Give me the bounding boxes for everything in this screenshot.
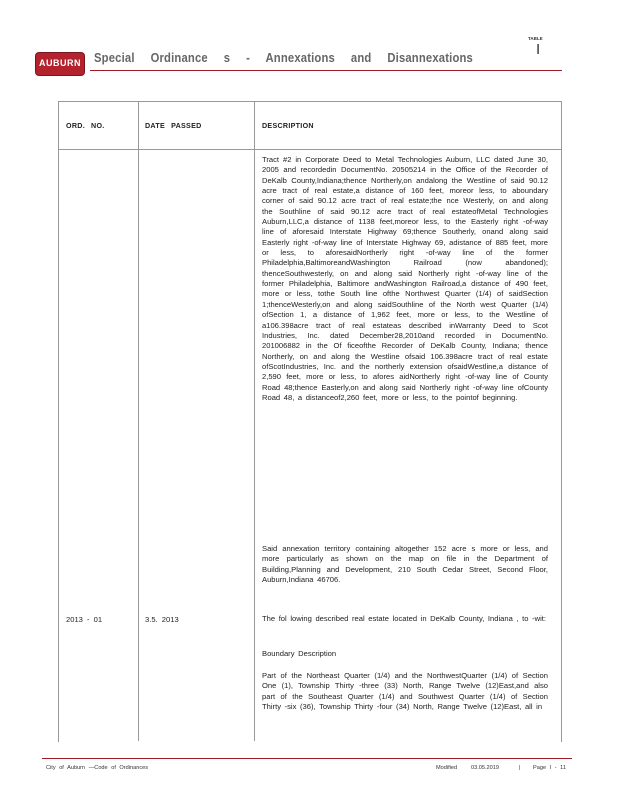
column-header-ord-no: ORD. NO. xyxy=(66,121,105,130)
row-2-paragraph-3: Part of the Northeast Quarter (1/4) and the NorthwestQuarter (1/4) of Section One (1), Township Thirty -three (33) North, Range Twelve (12)East,and also part of the Southeast Quarter (1/4) and Southwest Quarter (1/4) of Section Thirty -six (36), Township Thirty -four (34) North, Range Twelve (12)East, all in xyxy=(262,671,548,712)
logo-text: AUBURN xyxy=(39,58,81,68)
page-title: Special Ordinance s - Annexations and Disannexations xyxy=(94,51,473,65)
footer-modified-label: Modified xyxy=(436,765,458,771)
row-2-ord-no: 2013 - 01 xyxy=(66,615,103,624)
row-2-date-passed: 3.5. 2013 xyxy=(145,615,179,624)
table-label: TABLE xyxy=(528,36,543,41)
header-rule xyxy=(90,70,562,71)
row-2-paragraph-1: The fol lowing described real estate located in DeKalb County, Indiana , to -wit: xyxy=(262,614,547,623)
row-1-paragraph-1: Tract #2 in Corporate Deed to Metal Technologies Auburn, LLC dated June 30, 2005 and recordedin DocumentNo. 20505214 in the Office of the Recorder of DeKalb County,Indiana;thence Northerly,on andalong the Westline of said 90.12 acre tract of real estate,a distance of 160 feet, moreor less, to aboundary corner of said 90.12 acre tract of real estate;the nce Westerly, on and along the Southline of said 90.12 acre tract of real estateofMetal Technologies Auburn,LLC,a distance of 1138 feet,moreor less, to the Easterly right -of-way line of aforesaid Interstate Highway 69;thence Southerly, onand along said Easterly right -of-way line of Interstate Highway 69, adistance of 885 feet, more or less, to aforesaidNortherly right -of-way line of the former Philadelphia,BaltimoreandWashington Railroad (now abandoned); thenceSouthwesterly, on and along said Northerly right -of-way line of the former Philadelphia, Baltimore andWashington Railroad,a distance of 490 feet, more or less, tothe South line ofthe Northwest Quarter (1/4) of saidSection 1;thenceWesterly,on and along saidSouthline of the North west Quarter (1/4) ofSection 1, a distance of 1,962 feet, more or less, to the Westline of a106.398acre tract of real estateas described inWarranty Deed to Scot Industries, Inc. dated December28,2010and recorded in DocumentNo. 201006882 in the Of ficeofthe Recorder of DeKalb County, Indiana; thence Northerly, on and along the Westline ofsaid 106.398acre tract of real estate ofScotIndustries, Inc. and the northerly extension ofsaidWestline,a distance of 2,590 feet, more or less, to afores aidNortherly right -of-way line of County Road 48;thence Easterly,on and along said Northerly right -of-way line ofCounty Road 48, a distanceof2,260 feet, more or less, to the pointof beginning. xyxy=(262,155,548,402)
footer-separator: | xyxy=(519,765,521,771)
footer-left: City of Auburn —Code of Ordinances xyxy=(46,765,149,771)
footer-page-number: Page I - 11 xyxy=(533,765,566,771)
table-number: I xyxy=(536,41,541,58)
footer-modified-date: 03.05.2019 xyxy=(471,765,499,771)
row-1-paragraph-2: Said annexation territory containing altogether 152 acre s more or less, and more particularly as shown on the map on file in the Department of Building,Planning and Development, 210 South Cedar Street, Second Floor, Auburn,Indiana 46706. xyxy=(262,544,548,585)
footer-rule xyxy=(42,758,572,759)
column-divider-1 xyxy=(138,101,139,741)
column-header-date-passed: DATE PASSED xyxy=(145,121,202,130)
column-header-description: DESCRIPTION xyxy=(262,121,314,130)
auburn-logo xyxy=(36,53,84,75)
header-row-divider xyxy=(58,149,561,150)
column-divider-2 xyxy=(254,101,255,741)
row-2-paragraph-2: Boundary Description xyxy=(262,649,337,658)
